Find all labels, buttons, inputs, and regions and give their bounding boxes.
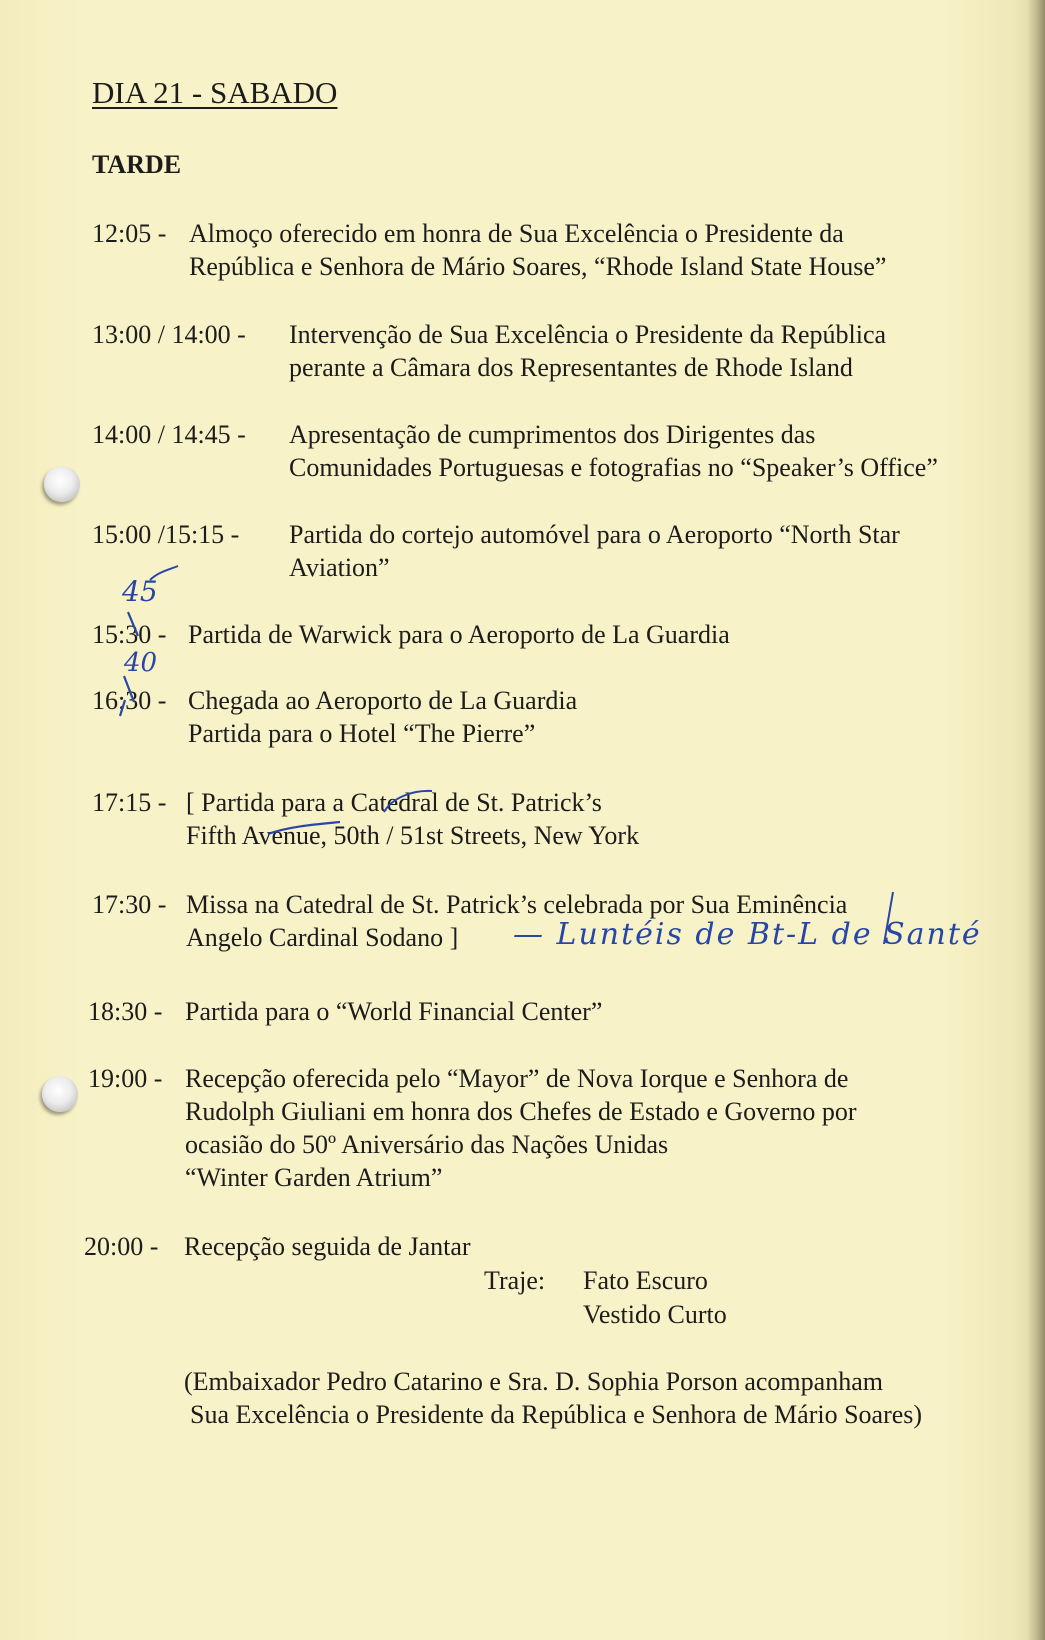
event-line: Intervenção de Sua Excelência o Presidente da República (289, 320, 887, 349)
event-time: 16:30 - (92, 686, 167, 715)
day-title: DIA 21 - SABADO (92, 75, 338, 110)
time-strike-stroke (120, 612, 138, 716)
event-line: ocasião do 50º Aniversário das Nações Unidas (185, 1130, 669, 1159)
section-title: TARDE (92, 150, 182, 179)
event-time: 18:30 - (88, 997, 163, 1026)
event-line: Fifth Avenue, 50th / 51st Streets, New York (186, 821, 640, 850)
pen-flourish-stroke (150, 566, 178, 580)
handwritten-correction: 40 (124, 648, 158, 678)
event-line: Partida de Warwick para o Aeroporto de La Guardia (188, 620, 730, 649)
event-line: Rudolph Giuliani em honra dos Chefes de Estado e Governo por (185, 1097, 857, 1126)
handwritten-correction: 45 (122, 575, 158, 608)
event-time: 15:30 - (92, 620, 167, 649)
event-line: Angelo Cardinal Sodano ] (186, 923, 459, 952)
avenue-strike-stroke (268, 822, 340, 834)
pen-slash-stroke (884, 892, 893, 944)
event-time: 17:30 - (92, 890, 167, 919)
event-line: Missa na Catedral de St. Patrick’s celebrada por Sua Eminência (186, 890, 848, 919)
footnote-line: Sua Excelência o Presidente da República e Senhora de Mário Soares) (190, 1400, 923, 1429)
event-time: 15:00 /15:15 - (92, 520, 240, 549)
handwritten-note: — Luntéis de Bt-L de Santé (513, 917, 982, 952)
event-line: Recepção oferecida pelo “Mayor” de Nova Iorque e Senhora de (185, 1064, 849, 1093)
event-time: 12:05 - (92, 219, 167, 248)
event-line: Partida para o “World Financial Center” (185, 997, 603, 1026)
event-time: 19:00 - (88, 1064, 163, 1093)
event-line: Comunidades Portuguesas e fotografias no “Speaker’s Office” (289, 453, 938, 482)
dress-code-item: Fato Escuro (583, 1266, 708, 1295)
event-line: Recepção seguida de Jantar (184, 1232, 471, 1261)
event-time: 17:15 - (92, 788, 167, 817)
event-line: perante a Câmara dos Representantes de Rhode Island (289, 353, 853, 382)
catedral-strike-stroke (384, 791, 432, 812)
event-line: Apresentação de cumprimentos dos Dirigentes das (289, 420, 816, 449)
event-line: Partida para o Hotel “The Pierre” (188, 719, 536, 748)
event-time: 14:00 / 14:45 - (92, 420, 246, 449)
dress-code-item: Vestido Curto (583, 1300, 727, 1329)
event-time: 20:00 - (84, 1232, 159, 1261)
event-line: Partida do cortejo automóvel para o Aeroporto “North Star (289, 520, 900, 549)
event-line: Aviation” (289, 553, 390, 582)
event-line: [ Partida para a Catedral de St. Patrick’s (186, 788, 602, 817)
dress-code-label: Traje: (484, 1266, 546, 1295)
event-line: Almoço oferecido em honra de Sua Excelência o Presidente da (189, 219, 844, 248)
event-time: 13:00 / 14:00 - (92, 320, 246, 349)
footnote-line: (Embaixador Pedro Catarino e Sra. D. Sophia Porson acompanham (184, 1367, 883, 1396)
event-line: “Winter Garden Atrium” (185, 1163, 443, 1192)
event-line: República e Senhora de Mário Soares, “Rhode Island State House” (189, 252, 887, 281)
event-line: Chegada ao Aeroporto de La Guardia (188, 686, 578, 715)
